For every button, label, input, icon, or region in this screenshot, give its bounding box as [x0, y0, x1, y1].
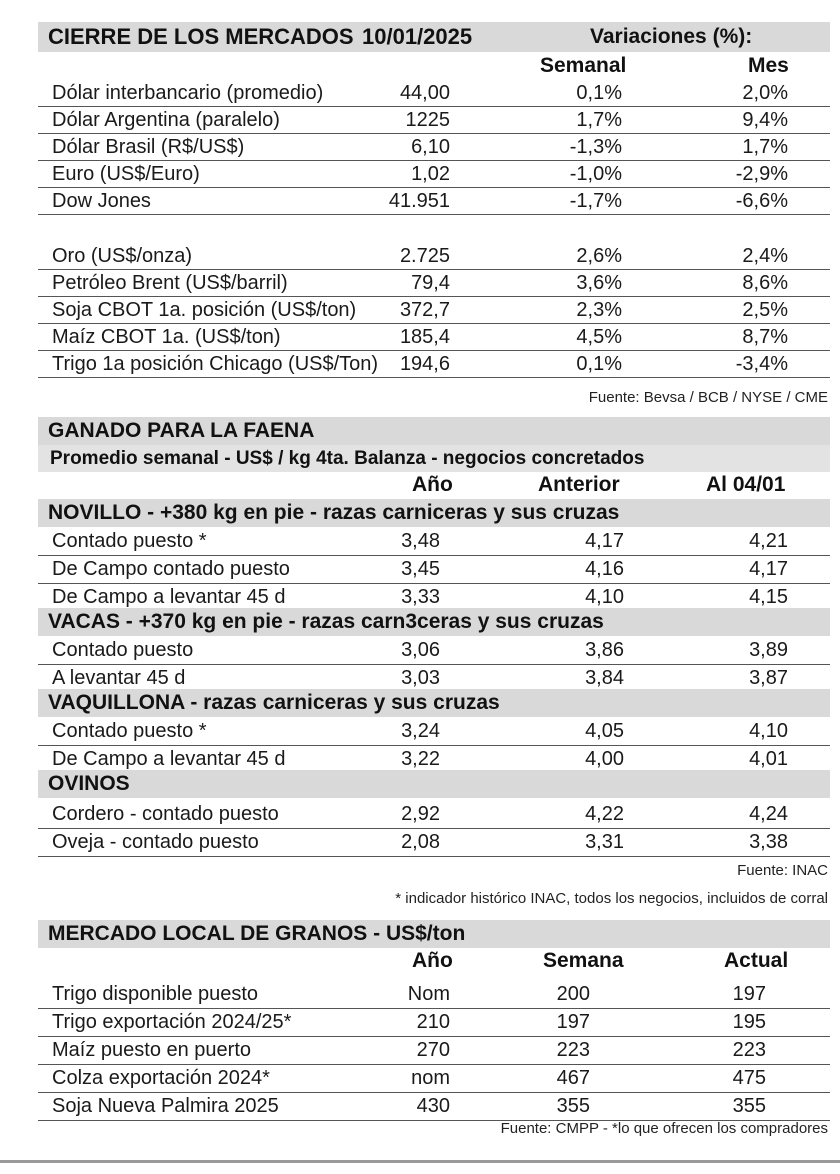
row-year: 3,48: [401, 530, 440, 552]
row-label: Cordero - contado puesto: [52, 803, 279, 825]
row-weekly: 4,5%: [576, 326, 622, 348]
row-value: 185,4: [399, 326, 450, 348]
row-weekly: -1,7%: [569, 190, 622, 212]
row-current: 4,24: [749, 803, 788, 825]
row-week: 200: [556, 983, 590, 1005]
markets-column-headers: [38, 54, 830, 80]
row-label: Oro (US$/onza): [52, 245, 193, 267]
row-current: 195: [732, 1011, 766, 1033]
col-grain-current: Actual: [724, 949, 789, 972]
section-title: VAQUILLONA - razas carniceras y sus cruzas: [48, 691, 500, 714]
grains-column-headers: [38, 949, 830, 977]
row-year: 210: [416, 1011, 450, 1033]
table-row: [38, 981, 830, 1009]
row-previous: 4,00: [585, 748, 624, 770]
row-monthly: -2,9%: [735, 163, 788, 185]
row-current: 4,15: [749, 586, 788, 608]
table-row: [38, 107, 830, 134]
row-weekly: 2,6%: [576, 245, 622, 267]
row-current: 4,10: [749, 720, 788, 742]
table-row: [38, 1009, 830, 1037]
row-label: Oveja - contado puesto: [52, 831, 259, 853]
row-label: Colza exportación 2024*: [52, 1067, 270, 1089]
cattle-column-headers: [38, 473, 830, 499]
row-label: Contado puesto: [52, 639, 194, 661]
col-weekly: Semanal: [540, 54, 627, 77]
row-value: 41.951: [388, 190, 450, 212]
table-row: [38, 1093, 830, 1121]
markets-header: [38, 22, 830, 52]
table-row: [38, 1065, 830, 1093]
cattle-subtitle-bar: [38, 445, 830, 472]
section-title: OVINOS: [48, 772, 130, 795]
table-row: [38, 297, 830, 324]
table-row: [38, 556, 830, 584]
cattle-source: Fuente: INAC: [737, 862, 828, 879]
row-previous: 4,22: [585, 803, 624, 825]
row-monthly: 8,6%: [742, 272, 788, 294]
table-row: [38, 243, 830, 270]
row-label: A levantar 45 d: [52, 667, 186, 689]
row-label: Soja Nueva Palmira 2025: [52, 1095, 279, 1117]
row-label: Soja CBOT 1a. posición (US$/ton): [52, 299, 357, 321]
grains-source: Fuente: CMPP - *lo que ofrecen los compradores: [500, 1120, 828, 1137]
row-current: 4,01: [749, 748, 788, 770]
cattle-header: [38, 417, 830, 445]
row-weekly: 2,3%: [576, 299, 622, 321]
cattle-subtitle: Promedio semanal - US$ / kg 4ta. Balanza - negocios concretados: [50, 448, 645, 469]
row-previous: 4,10: [585, 586, 624, 608]
row-weekly: -1,3%: [569, 136, 622, 158]
row-week: 467: [556, 1067, 590, 1089]
row-monthly: 9,4%: [742, 109, 788, 131]
row-weekly: 0,1%: [576, 353, 622, 375]
markets-title: CIERRE DE LOS MERCADOS: [48, 24, 354, 49]
table-row: [38, 351, 830, 378]
row-previous: 4,16: [585, 558, 624, 580]
row-label: Trigo exportación 2024/25*: [52, 1011, 292, 1033]
row-label: Contado puesto *: [52, 720, 207, 742]
row-previous: 3,31: [585, 831, 624, 853]
row-label: Dow Jones: [52, 190, 151, 212]
row-value: 44,00: [399, 82, 450, 104]
row-monthly: 2,5%: [742, 299, 788, 321]
row-previous: 3,86: [585, 639, 624, 661]
cattle-footnote: * indicador histórico INAC, todos los negocios, incluidos de corral: [395, 890, 828, 907]
grains-header: [38, 920, 830, 948]
col-date: Al 04/01: [706, 473, 786, 496]
cattle-title: GANADO PARA LA FAENA: [48, 419, 315, 442]
row-current: 475: [732, 1067, 766, 1089]
table-row: [38, 829, 830, 857]
col-grain-year: Año: [412, 949, 453, 972]
row-label: Dólar Brasil (R$/US$): [52, 136, 245, 158]
row-year: 3,22: [401, 748, 440, 770]
row-monthly: 8,7%: [742, 326, 788, 348]
row-weekly: 0,1%: [576, 82, 622, 104]
markets-source: Fuente: Bevsa / BCB / NYSE / CME: [588, 389, 828, 406]
row-monthly: 2,0%: [742, 82, 788, 104]
row-monthly: 2,4%: [742, 245, 788, 267]
row-current: 355: [732, 1095, 766, 1117]
row-value: 1,02: [411, 163, 450, 185]
row-week: 197: [556, 1011, 590, 1033]
row-previous: 3,84: [585, 667, 624, 689]
table-row: [38, 1037, 830, 1065]
row-label: Trigo 1a posición Chicago (US$/Ton): [52, 353, 379, 375]
table-row: [38, 324, 830, 351]
table-row: [38, 134, 830, 161]
section-header-ovinos: [38, 770, 830, 798]
row-year: 3,06: [401, 639, 440, 661]
row-label: Maíz CBOT 1a. (US$/ton): [52, 326, 281, 348]
row-year: 2,92: [401, 803, 440, 825]
row-value: 2.725: [399, 245, 450, 267]
row-year: 3,45: [401, 558, 440, 580]
row-current: 3,87: [749, 667, 788, 689]
table-row: [38, 801, 830, 829]
table-row: [38, 270, 830, 297]
table-row: [38, 528, 830, 556]
row-label: Euro (US$/Euro): [52, 163, 200, 185]
row-monthly: -6,6%: [735, 190, 788, 212]
row-label: Contado puesto *: [52, 530, 207, 552]
table-row: [38, 80, 830, 107]
variations-label: Variaciones (%):: [590, 25, 753, 48]
row-weekly: 3,6%: [576, 272, 622, 294]
row-week: 223: [556, 1039, 590, 1061]
row-value: 6,10: [411, 136, 450, 158]
col-grain-week: Semana: [543, 949, 624, 972]
row-year: 430: [416, 1095, 450, 1117]
row-week: 355: [556, 1095, 590, 1117]
row-current: 4,17: [749, 558, 788, 580]
row-label: De Campo contado puesto: [52, 558, 290, 580]
section-header-vacas: [38, 608, 830, 636]
row-value: 1225: [405, 109, 450, 131]
row-label: De Campo a levantar 45 d: [52, 586, 286, 608]
col-month: Mes: [748, 54, 789, 77]
section-header-novillo: [38, 499, 830, 527]
markets-date: 10/01/2025: [362, 24, 473, 49]
row-year: 3,03: [401, 667, 440, 689]
table-row: [38, 718, 830, 746]
col-year: Año: [412, 473, 453, 496]
row-label: Dólar interbancario (promedio): [52, 82, 324, 104]
row-year: 3,24: [401, 720, 440, 742]
row-year: 3,33: [401, 586, 440, 608]
row-current: 197: [732, 983, 766, 1005]
grains-title: MERCADO LOCAL DE GRANOS - US$/ton: [48, 922, 466, 945]
row-label: Petróleo Brent (US$/barril): [52, 272, 288, 294]
row-value: 372,7: [399, 299, 450, 321]
row-year: Nom: [407, 983, 450, 1005]
row-previous: 4,05: [585, 720, 624, 742]
row-year: nom: [411, 1067, 450, 1089]
table-row: [38, 188, 830, 215]
row-year: 270: [416, 1039, 450, 1061]
row-weekly: 1,7%: [576, 109, 622, 131]
section-header-vaquillona: [38, 689, 830, 717]
bottom-divider: [0, 1160, 840, 1163]
table-row: [38, 161, 830, 188]
row-current: 3,89: [749, 639, 788, 661]
row-monthly: 1,7%: [742, 136, 788, 158]
row-label: Dólar Argentina (paralelo): [52, 109, 280, 131]
row-current: 4,21: [749, 530, 788, 552]
col-previous: Anterior: [538, 473, 620, 496]
row-weekly: -1,0%: [569, 163, 622, 185]
row-value: 194,6: [399, 353, 450, 375]
section-title: NOVILLO - +380 kg en pie - razas carniceras y sus cruzas: [48, 501, 620, 524]
row-monthly: -3,4%: [735, 353, 788, 375]
row-label: Trigo disponible puesto: [52, 983, 259, 1005]
row-label: Maíz puesto en puerto: [52, 1039, 252, 1061]
row-year: 2,08: [401, 831, 440, 853]
row-current: 3,38: [749, 831, 788, 853]
table-row: [38, 637, 830, 665]
row-current: 223: [732, 1039, 766, 1061]
row-previous: 4,17: [585, 530, 624, 552]
row-label: De Campo a levantar 45 d: [52, 748, 286, 770]
section-title: VACAS - +370 kg en pie - razas carn3ceras y sus cruzas: [48, 610, 604, 633]
row-value: 79,4: [411, 272, 450, 294]
